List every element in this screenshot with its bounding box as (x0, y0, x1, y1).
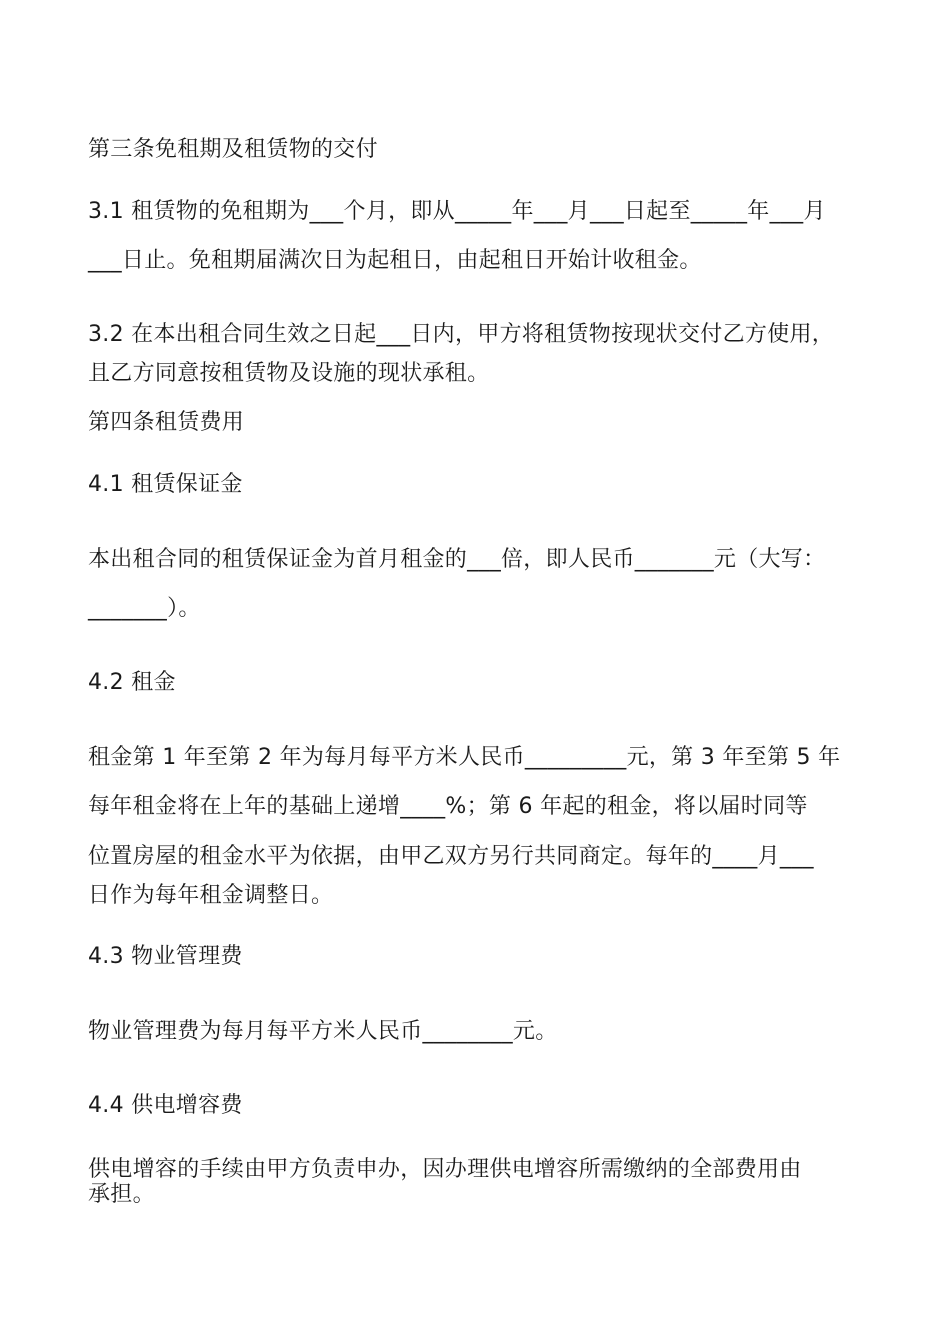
section-heading-4: 第四条租赁费用 (88, 410, 245, 435)
clause-3-1-line-2: ___日止。免租期届满次日为起租日，由起租日开始计收租金。 (88, 248, 702, 273)
clause-3-1-line-1: 3.1 租赁物的免租期为___个月，即从_____年___月___日起至_____年___月 (88, 199, 826, 224)
clause-4-4-title: 4.4 供电增容费 (88, 1093, 243, 1118)
section-heading-3: 第三条免租期及租赁物的交付 (88, 137, 378, 162)
clause-4-2-line-1: 租金第 1 年至第 2 年为每月每平方米人民币_________元，第 3 年至第 5 年 (88, 745, 841, 770)
clause-4-4-line-2: 承担。 (88, 1182, 155, 1207)
clause-4-3-line-1: 物业管理费为每月每平方米人民币________元。 (88, 1019, 558, 1044)
clause-4-1-line-2: _______）。 (88, 596, 201, 621)
clause-4-2-line-4: 日作为每年租金调整日。 (88, 883, 334, 908)
clause-4-1-line-1: 本出租合同的租赁保证金为首月租金的___倍，即人民币_______元（大写： (88, 547, 826, 572)
clause-4-2-line-3: 位置房屋的租金水平为依据，由甲乙双方另行共同商定。每年的____月___ (88, 844, 814, 869)
clause-4-4-line-1: 供电增容的手续由甲方负责申办，因办理供电增容所需缴纳的全部费用由 (88, 1157, 802, 1182)
clause-3-2-line-2: 且乙方同意按租赁物及设施的现状承租。 (88, 361, 490, 386)
clause-4-1-title: 4.1 租赁保证金 (88, 472, 243, 497)
clause-4-3-title: 4.3 物业管理费 (88, 944, 243, 969)
clause-3-2-line-1: 3.2 在本出租合同生效之日起___日内，甲方将租赁物按现状交付乙方使用， (88, 322, 835, 347)
clause-4-2-title: 4.2 租金 (88, 670, 176, 695)
clause-4-2-line-2: 每年租金将在上年的基础上递增____%；第 6 年起的租金，将以届时同等 (88, 794, 808, 819)
